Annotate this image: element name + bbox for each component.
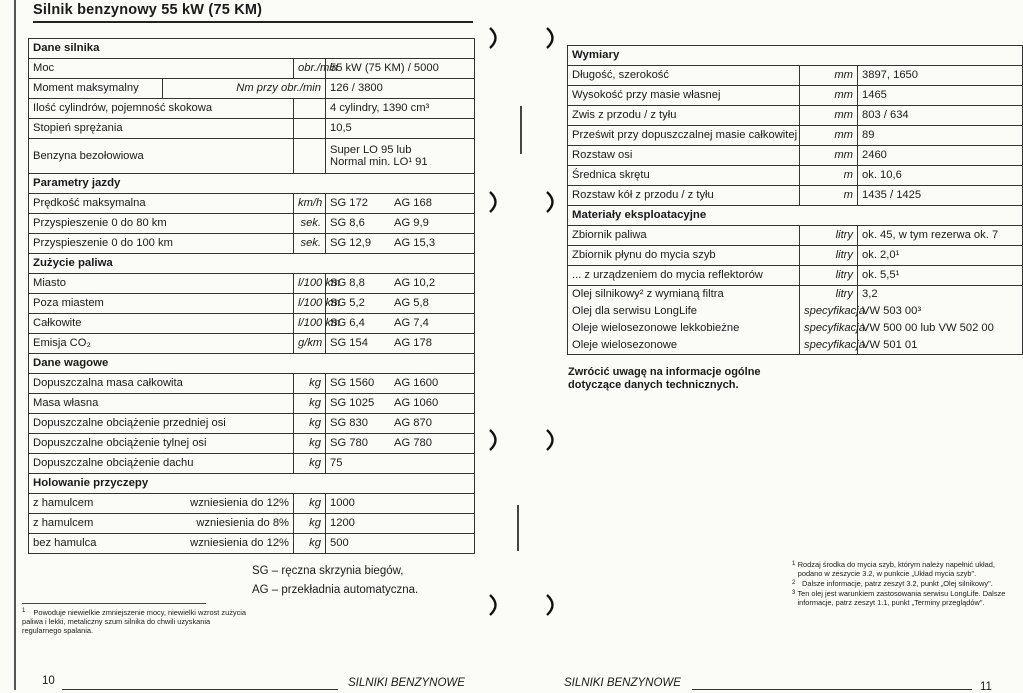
row-unit: specyfikacja <box>800 337 858 355</box>
table-row <box>29 314 475 334</box>
table-row <box>568 320 1023 337</box>
row-value <box>326 139 475 174</box>
row-unit <box>294 99 326 119</box>
engine-spec-table <box>28 38 475 554</box>
row-value <box>326 194 475 214</box>
sg-value: SG 8,6 <box>330 217 365 230</box>
row-value <box>326 334 475 354</box>
row-value: ok. 10,6 <box>858 166 1023 186</box>
row-value: 1435 / 1425 <box>858 186 1023 206</box>
row-value <box>326 119 475 139</box>
row-value <box>326 294 475 314</box>
row-unit: mm <box>800 126 858 146</box>
row-label: Przyspieszenie 0 do 100 km <box>29 234 294 254</box>
table-row <box>568 166 1023 186</box>
row-label: Oleje wielosezonowe lekkobieżne <box>568 320 800 337</box>
row-value: 2460 <box>858 146 1023 166</box>
row-sublabel: wzniesienia do 8% <box>163 514 294 534</box>
sg-value: SG 830 <box>330 417 368 430</box>
footnote-mark: 1 <box>22 608 26 614</box>
row-label: Zbiornik paliwa <box>568 226 800 246</box>
row-value <box>326 79 475 99</box>
row-label: Zbiornik płynu do mycia szyb <box>568 246 800 266</box>
footnote-2 <box>792 579 1014 588</box>
row-value <box>326 514 475 534</box>
value-text-line2: Normal min. LO¹ 91 <box>330 156 428 168</box>
row-label: Emisja CO₂ <box>29 334 294 354</box>
row-unit: m <box>800 186 858 206</box>
section-row <box>568 206 1023 226</box>
row-unit: kg <box>294 374 326 394</box>
ag-value: AG 7,4 <box>394 317 429 330</box>
ag-value: AG 1600 <box>394 377 439 390</box>
row-label: Rozstaw kół z przodu / z tyłu <box>568 186 800 206</box>
row-value: 3,2 <box>858 286 1023 304</box>
row-label: Moc <box>29 59 294 79</box>
row-value <box>326 394 475 414</box>
row-value: ok. 45, w tym rezerwa ok. 7 <box>858 226 1023 246</box>
row-unit: mm <box>800 146 858 166</box>
row-label: Oleje wielosezonowe <box>568 337 800 355</box>
table-row <box>29 294 475 314</box>
row-value <box>326 314 475 334</box>
row-label: Olej silnikowy² z wymianą filtra <box>568 286 800 304</box>
value-text: 75 <box>330 457 343 470</box>
sg-value: SG 8,8 <box>330 277 365 290</box>
row-value: VW 501 01 <box>858 337 1023 355</box>
row-unit: specyfikacja <box>800 303 858 320</box>
row-label: Benzyna bezołowiowa <box>29 139 294 174</box>
footer-rule <box>62 689 338 690</box>
page-title: Silnik benzynowy 55 kW (75 KM) <box>33 2 263 18</box>
section-row <box>29 474 475 494</box>
row-unit <box>294 139 326 174</box>
row-value <box>326 534 475 554</box>
dimensions-spec-table <box>567 45 1023 355</box>
row-unit: mm <box>800 66 858 86</box>
row-label: Miasto <box>29 274 294 294</box>
row-value <box>326 59 475 79</box>
left-page <box>0 0 510 690</box>
footnote-mark: 2 <box>792 580 796 586</box>
table-row <box>29 119 475 139</box>
table-row <box>29 274 475 294</box>
ag-value: AG 870 <box>394 417 432 430</box>
section-heading: Zużycie paliwa <box>29 254 475 274</box>
row-label: bez hamulca <box>29 534 163 554</box>
legend-ag: AG – przekładnia automatyczna. <box>252 584 419 596</box>
row-unit: km/h <box>294 194 326 214</box>
table-row <box>568 66 1023 86</box>
row-value: 1465 <box>858 86 1023 106</box>
section-heading: Holowanie przyczepy <box>29 474 475 494</box>
legend-sg: SG – ręczna skrzynia biegów, <box>252 565 404 577</box>
table-row <box>29 434 475 454</box>
ag-value: AG 178 <box>394 337 432 350</box>
value-text: 126 / 3800 <box>330 82 383 95</box>
row-label: Średnica skrętu <box>568 166 800 186</box>
ag-value: AG 15,3 <box>394 237 436 250</box>
section-row <box>29 354 475 374</box>
row-unit: l/100 km <box>294 274 326 294</box>
table-row <box>29 194 475 214</box>
footnote-mark: 1 <box>792 561 796 567</box>
table-row <box>568 126 1023 146</box>
row-label: Całkowite <box>29 314 294 334</box>
table-row <box>29 494 475 514</box>
row-unit: g/km <box>294 334 326 354</box>
footnote-1 <box>22 607 248 635</box>
table-row <box>29 414 475 434</box>
page-number: 11 <box>980 681 992 693</box>
row-label: Prędkość maksymalna <box>29 194 294 214</box>
row-unit: litry <box>800 226 858 246</box>
table-row <box>568 146 1023 166</box>
row-unit: kg <box>294 434 326 454</box>
row-label: Moment maksymalny <box>29 79 163 99</box>
row-label: Dopuszczalne obciążenie tylnej osi <box>29 434 294 454</box>
row-unit: kg <box>294 414 326 434</box>
row-value: 89 <box>858 126 1023 146</box>
footnote-list <box>792 560 1014 607</box>
row-unit: litry <box>800 266 858 286</box>
page-footer: SILNIKI BENZYNOWE <box>348 677 465 689</box>
section-heading: Dane silnika <box>29 39 475 59</box>
row-unit: m <box>800 166 858 186</box>
binder-ring-icon <box>488 428 502 452</box>
row-label: ... z urządzeniem do mycia reflektorów <box>568 266 800 286</box>
sg-value: SG 1025 <box>330 397 375 410</box>
row-value: ok. 2,0¹ <box>858 246 1023 266</box>
row-unit: sek. <box>294 234 326 254</box>
title-rule <box>33 21 473 23</box>
row-label: Stopień sprężania <box>29 119 294 139</box>
table-row <box>29 514 475 534</box>
section-heading: Dane wagowe <box>29 354 475 374</box>
row-label: z hamulcem <box>29 494 163 514</box>
row-unit: kg <box>294 454 326 474</box>
row-unit: sek. <box>294 214 326 234</box>
row-label: Masa własna <box>29 394 294 414</box>
page-number: 10 <box>42 675 55 687</box>
row-label: Długość, szerokość <box>568 66 800 86</box>
table-row <box>29 234 475 254</box>
section-row <box>29 39 475 59</box>
table-row <box>568 303 1023 320</box>
value-text: 1200 <box>330 517 355 530</box>
value-text: 10,5 <box>330 122 352 135</box>
sg-value: SG 6,4 <box>330 317 365 330</box>
row-value <box>326 374 475 394</box>
ag-value: AG 168 <box>394 197 432 210</box>
footnote-3 <box>792 589 1014 607</box>
value-text: 1000 <box>330 497 355 510</box>
sg-value: SG 154 <box>330 337 368 350</box>
row-label: Zwis z przodu / z tyłu <box>568 106 800 126</box>
row-label: Ilość cylindrów, pojemność skokowa <box>29 99 294 119</box>
binder-ring-icon <box>488 26 502 50</box>
table-row <box>29 139 475 174</box>
footer-rule <box>692 689 972 690</box>
row-unit: kg <box>294 494 326 514</box>
legend <box>252 562 418 600</box>
row-unit: mm <box>800 106 858 126</box>
row-unit: litry <box>800 246 858 266</box>
row-unit: mm <box>800 86 858 106</box>
row-unit: kg <box>294 394 326 414</box>
row-unit: kg <box>294 514 326 534</box>
footnote-text: Ten olej jest warunkiem zastosowania serwisu LongLife. Dalsze informacje, patrz zeszyt 1.1, punkt „Terminy przeglądów". <box>797 589 1006 607</box>
row-unit <box>294 119 326 139</box>
row-value <box>326 414 475 434</box>
value-text: 500 <box>330 537 349 550</box>
row-value <box>326 434 475 454</box>
section-row <box>29 174 475 194</box>
table-row <box>29 534 475 554</box>
footnote-text: Powoduje niewielkie zmniejszenie mocy, niewielki wzrost zużycia paliwa i lekki, metaliczny szum silnika do chwili uzyskania regularnego spalania. <box>22 608 247 636</box>
section-heading: Wymiary <box>568 46 1023 66</box>
row-label: Poza miastem <box>29 294 294 314</box>
row-label: Rozstaw osi <box>568 146 800 166</box>
sg-value: SG 172 <box>330 197 368 210</box>
footnote-1 <box>792 560 1014 578</box>
row-value: VW 500 00 lub VW 502 00 <box>858 320 1023 337</box>
row-label: Olej dla serwisu LongLife <box>568 303 800 320</box>
sg-value: SG 12,9 <box>330 237 372 250</box>
row-sublabel: wzniesienia do 12% <box>163 494 294 514</box>
table-row <box>29 374 475 394</box>
right-page <box>512 0 1023 693</box>
row-unit: l/100 km <box>294 314 326 334</box>
row-value: 803 / 634 <box>858 106 1023 126</box>
table-row <box>29 79 475 99</box>
table-row <box>568 106 1023 126</box>
row-unit: specyfikacja <box>800 320 858 337</box>
footnote-mark: 3 <box>792 590 796 596</box>
table-row <box>29 214 475 234</box>
sg-value: SG 5,2 <box>330 297 365 310</box>
row-unit: l/100 km <box>294 294 326 314</box>
row-value <box>326 214 475 234</box>
row-label: Dopuszczalna masa całkowita <box>29 374 294 394</box>
table-row <box>568 86 1023 106</box>
table-row <box>568 286 1023 304</box>
binding-edge <box>14 0 16 690</box>
section-row <box>568 46 1023 66</box>
section-heading: Parametry jazdy <box>29 174 475 194</box>
row-value <box>326 274 475 294</box>
table-row <box>568 337 1023 355</box>
row-label: z hamulcem <box>29 514 163 534</box>
table-row <box>29 334 475 354</box>
row-value <box>326 234 475 254</box>
binder-ring-icon <box>488 593 502 617</box>
general-info-notice: Zwrócić uwagę na informacje ogólne dotyczące danych technicznych. <box>568 366 761 391</box>
row-label: Dopuszczalne obciążenie przedniej osi <box>29 414 294 434</box>
row-unit: Nm przy obr./min <box>163 79 326 99</box>
table-row <box>568 226 1023 246</box>
table-row <box>29 394 475 414</box>
value-text: 55 kW (75 KM) / 5000 <box>330 62 439 75</box>
sg-value: SG 780 <box>330 437 368 450</box>
ag-value: AG 780 <box>394 437 432 450</box>
value-text: 4 cylindry, 1390 cm³ <box>330 102 430 115</box>
ag-value: AG 1060 <box>394 397 439 410</box>
row-unit: litry <box>800 286 858 304</box>
row-unit: kg <box>294 534 326 554</box>
footnote-text: Rodzaj środka do mycia szyb, którym należy napełnić układ, podano w zeszycie 3.2, w punkcie „Układ mycia szyb". <box>797 560 995 578</box>
table-row <box>568 266 1023 286</box>
row-value <box>326 99 475 119</box>
value-text: Super LO 95 lub <box>330 143 412 156</box>
sg-value: SG 1560 <box>330 377 375 390</box>
row-value: ok. 5,5¹ <box>858 266 1023 286</box>
table-row <box>29 454 475 474</box>
binder-ring-icon <box>488 190 502 214</box>
table-row <box>29 99 475 119</box>
ag-value: AG 5,8 <box>394 297 429 310</box>
row-value <box>326 494 475 514</box>
section-row <box>29 254 475 274</box>
row-label: Prześwit przy dopuszczalnej masie całkowitej <box>568 126 800 146</box>
footnote-text: Dalsze informacje, patrz zeszyt 3.2, punkt „Olej silnikowy". <box>802 579 993 588</box>
row-label: Przyspieszenie 0 do 80 km <box>29 214 294 234</box>
table-row <box>568 246 1023 266</box>
row-label: Dopuszczalne obciążenie dachu <box>29 454 294 474</box>
ag-value: AG 10,2 <box>394 277 436 290</box>
row-sublabel: wzniesienia do 12% <box>163 534 294 554</box>
row-value: 3897, 1650 <box>858 66 1023 86</box>
table-row <box>29 59 475 79</box>
table-row <box>568 186 1023 206</box>
row-value: VW 503 00³ <box>858 303 1023 320</box>
ag-value: AG 9,9 <box>394 217 429 230</box>
row-unit: obr./min <box>294 59 326 79</box>
footnote-rule <box>22 603 206 604</box>
row-label: Wysokość przy masie własnej <box>568 86 800 106</box>
section-heading: Materiały eksploatacyjne <box>568 206 1023 226</box>
page-footer: SILNIKI BENZYNOWE <box>564 677 681 689</box>
row-value <box>326 454 475 474</box>
